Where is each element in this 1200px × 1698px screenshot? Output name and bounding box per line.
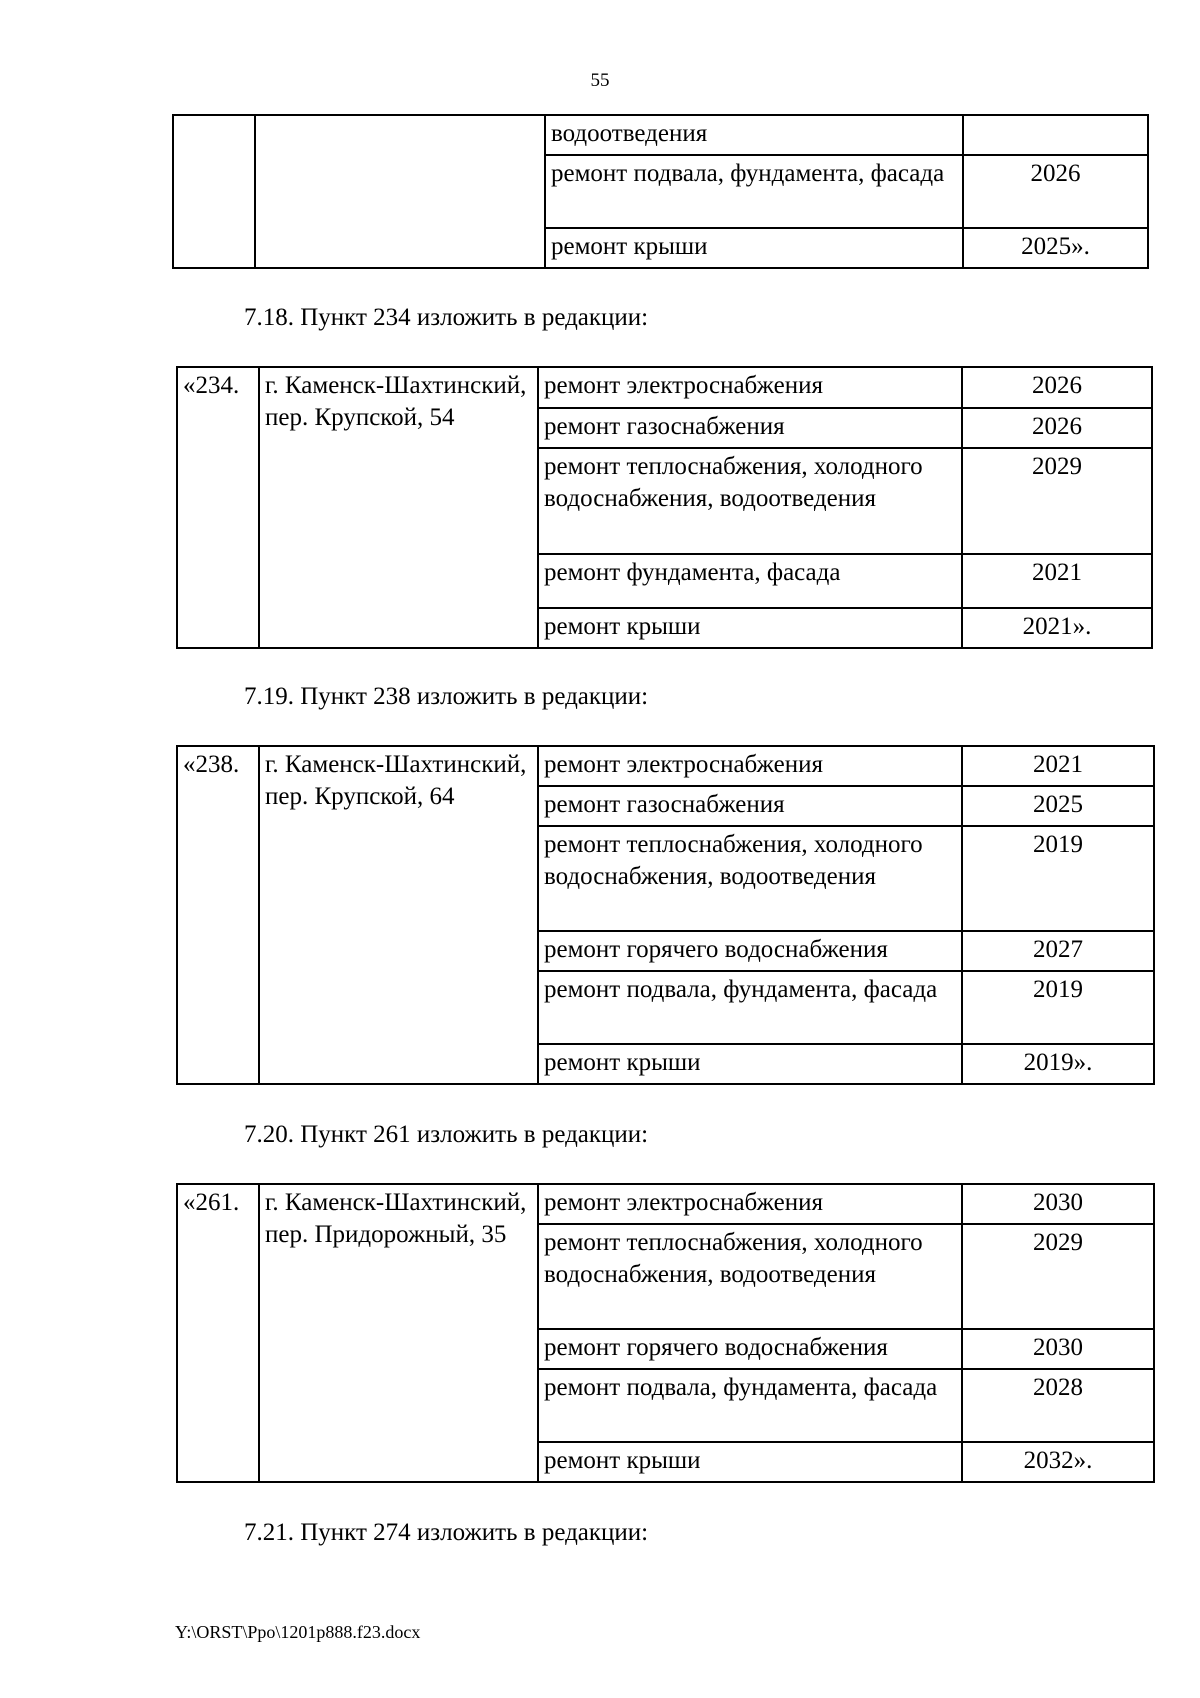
work-cell: ремонт газоснабжения [538,786,962,826]
year-cell: 2030 [962,1329,1154,1369]
year-cell: 2028 [962,1369,1154,1442]
year-cell [963,115,1148,155]
work-cell: ремонт подвала, фундамента, фасада [545,155,963,228]
continued-table [172,114,1149,269]
item-table-234 [176,366,1153,649]
work-cell: ремонт электроснабжения [538,746,962,786]
year-cell: 2026 [962,367,1152,408]
address-cell [255,115,545,268]
work-cell: ремонт теплоснабжения, холодного водоснабжения, водоотведения [538,826,962,931]
section-heading: 7.21. Пункт 274 изложить в редакции: [244,1519,649,1546]
work-cell: ремонт крыши [538,1044,962,1084]
work-cell: ремонт фундамента, фасада [538,554,962,608]
item-table-238 [176,745,1155,1085]
year-cell: 2019 [962,826,1154,931]
item-address: г. Каменск-Шахтинский, пер. Придорожный, 35 [259,1184,538,1482]
year-cell: 2021 [962,554,1152,608]
year-cell: 2027 [962,931,1154,971]
year-cell: 2032». [962,1442,1154,1482]
work-cell: ремонт подвала, фундамента, фасада [538,971,962,1044]
work-cell: ремонт газоснабжения [538,408,962,448]
year-cell: 2025 [962,786,1154,826]
year-cell: 2029 [962,1224,1154,1329]
work-cell: ремонт подвала, фундамента, фасада [538,1369,962,1442]
item-address: г. Каменск-Шахтинский, пер. Крупской, 54 [259,367,538,648]
work-cell: ремонт горячего водоснабжения [538,1329,962,1369]
work-cell: ремонт крыши [538,1442,962,1482]
work-cell: ремонт горячего водоснабжения [538,931,962,971]
work-cell: ремонт электроснабжения [538,367,962,408]
section-heading: 7.18. Пункт 234 изложить в редакции: [244,304,649,331]
file-path-footer: Y:\ORST\Ppo\1201p888.f23.docx [175,1622,421,1642]
item-address: г. Каменск-Шахтинский, пер. Крупской, 64 [259,746,538,1084]
work-cell: ремонт крыши [538,608,962,648]
work-cell: водоотведения [545,115,963,155]
year-cell: 2025». [963,228,1148,268]
year-cell: 2029 [962,448,1152,554]
item-table-261 [176,1183,1155,1483]
section-heading: 7.19. Пункт 238 изложить в редакции: [244,683,649,710]
item-number: «261. [177,1184,259,1482]
year-cell: 2030 [962,1184,1154,1224]
section-heading: 7.20. Пункт 261 изложить в редакции: [244,1121,649,1148]
table-row [177,746,1154,786]
num-cell [173,115,255,268]
table-row [177,367,1152,408]
work-cell: ремонт крыши [545,228,963,268]
page-number: 55 [590,70,610,91]
year-cell: 2021». [962,608,1152,648]
year-cell: 2026 [962,408,1152,448]
year-cell: 2026 [963,155,1148,228]
work-cell: ремонт электроснабжения [538,1184,962,1224]
item-number: «238. [177,746,259,1084]
table-row [173,115,1148,155]
year-cell: 2019 [962,971,1154,1044]
table-row [177,1184,1154,1224]
year-cell: 2021 [962,746,1154,786]
work-cell: ремонт теплоснабжения, холодного водоснабжения, водоотведения [538,1224,962,1329]
year-cell: 2019». [962,1044,1154,1084]
item-number: «234. [177,367,259,648]
work-cell: ремонт теплоснабжения, холодного водоснабжения, водоотведения [538,448,962,554]
